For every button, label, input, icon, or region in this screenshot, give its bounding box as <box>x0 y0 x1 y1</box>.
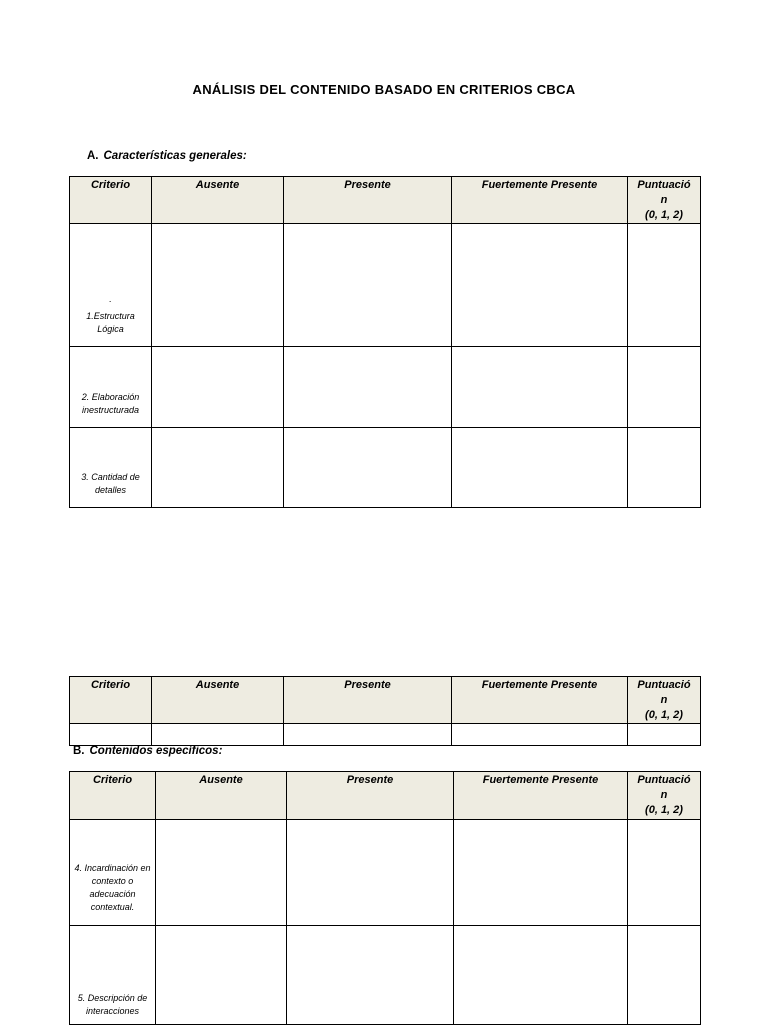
header-ausente: Ausente <box>152 677 284 724</box>
header-criterio: Criterio <box>70 177 152 224</box>
header-puntuacion-line2: n <box>660 194 668 206</box>
section-b-letter: B. <box>73 745 85 757</box>
header-fuertemente-presente: Fuertemente Presente <box>454 772 628 820</box>
header-puntuacion-line1: Puntuació <box>637 179 691 191</box>
header-puntuacion-line3: (0, 1, 2) <box>645 709 683 721</box>
header-puntuacion-line3: (0, 1, 2) <box>645 209 683 221</box>
criterio-cell <box>70 926 156 1025</box>
ausente-input-cell[interactable] <box>152 347 284 428</box>
table-row <box>70 428 701 508</box>
ausente-input-cell[interactable] <box>156 926 287 1025</box>
header-presente: Presente <box>287 772 454 820</box>
criterio-cell <box>70 428 152 508</box>
header-puntuacion-line2: n <box>660 694 668 706</box>
header-puntuacion-line1: Puntuació <box>637 679 691 691</box>
ausente-input-cell[interactable] <box>152 428 284 508</box>
section-a-title: Características generales: <box>103 150 247 162</box>
criterio-label: 4. Incardinación en contexto o adecuación contextual. <box>74 863 151 912</box>
header-ausente: Ausente <box>152 177 284 224</box>
table-row <box>70 224 701 347</box>
criterio-input-cell[interactable] <box>70 724 152 746</box>
fuertemente-input-cell[interactable] <box>452 224 628 347</box>
table-contenidos-especificos <box>69 771 701 1025</box>
table-header-continuation <box>69 676 701 746</box>
puntuacion-input-cell[interactable] <box>628 428 701 508</box>
fuertemente-input-cell[interactable] <box>452 347 628 428</box>
puntuacion-input-cell[interactable] <box>628 347 701 428</box>
puntuacion-input-cell[interactable] <box>628 724 701 746</box>
ausente-input-cell[interactable] <box>152 224 284 347</box>
criterio-label: 2. Elaboración inestructurada <box>81 392 140 415</box>
table-row <box>70 926 701 1025</box>
table-row <box>70 347 701 428</box>
header-puntuacion-line3: (0, 1, 2) <box>645 804 683 816</box>
criterio-cell <box>70 820 156 926</box>
header-presente: Presente <box>284 677 452 724</box>
header-presente: Presente <box>284 177 452 224</box>
criterio-label: 5. Descripción de interacciones <box>77 993 148 1016</box>
table-caracteristicas-generales <box>69 176 701 508</box>
criterio-label: 3. Cantidad de detalles <box>81 472 140 495</box>
header-fuertemente-presente: Fuertemente Presente <box>452 177 628 224</box>
ausente-input-cell[interactable] <box>152 724 284 746</box>
puntuacion-input-cell[interactable] <box>628 820 701 926</box>
header-ausente: Ausente <box>156 772 287 820</box>
header-puntuacion <box>628 677 701 724</box>
header-puntuacion <box>628 177 701 224</box>
presente-input-cell[interactable] <box>284 724 452 746</box>
ausente-input-cell[interactable] <box>156 820 287 926</box>
table-row <box>70 820 701 926</box>
criterio-cell <box>70 347 152 428</box>
fuertemente-input-cell[interactable] <box>454 926 628 1025</box>
fuertemente-input-cell[interactable] <box>454 820 628 926</box>
header-puntuacion <box>628 772 701 820</box>
puntuacion-input-cell[interactable] <box>628 926 701 1025</box>
header-fuertemente-presente: Fuertemente Presente <box>452 677 628 724</box>
fuertemente-input-cell[interactable] <box>452 724 628 746</box>
header-puntuacion-line1: Puntuació <box>637 774 691 786</box>
header-criterio: Criterio <box>70 772 156 820</box>
presente-input-cell[interactable] <box>287 926 454 1025</box>
criterio-label: 1.Estructura Lógica <box>86 311 135 334</box>
table-row <box>70 724 701 746</box>
section-b-heading <box>73 745 222 757</box>
header-puntuacion-line2: n <box>660 789 668 801</box>
presente-input-cell[interactable] <box>284 224 452 347</box>
header-criterio: Criterio <box>70 677 152 724</box>
page-title: ANÁLISIS DEL CONTENIDO BASADO EN CRITERIOS CBCA <box>192 82 576 97</box>
fuertemente-input-cell[interactable] <box>452 428 628 508</box>
presente-input-cell[interactable] <box>284 428 452 508</box>
puntuacion-input-cell[interactable] <box>628 224 701 347</box>
section-b-title: Contenidos específicos: <box>89 745 223 757</box>
criterio-cell <box>70 224 152 347</box>
section-a-letter: A. <box>87 150 99 162</box>
presente-input-cell[interactable] <box>287 820 454 926</box>
presente-input-cell[interactable] <box>284 347 452 428</box>
section-a-heading <box>87 150 247 162</box>
criterio-dot: . <box>109 294 112 304</box>
